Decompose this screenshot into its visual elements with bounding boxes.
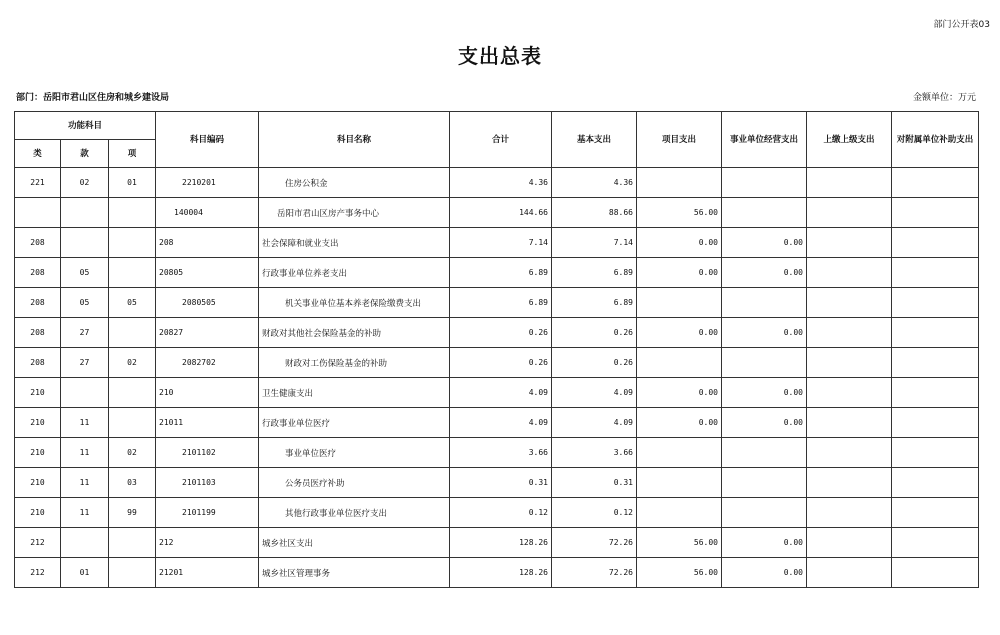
- table-row: [15, 258, 979, 288]
- cell-lei: 208: [15, 228, 61, 258]
- table-row: [15, 558, 979, 588]
- cell-operating: 0.00: [722, 318, 807, 348]
- cell-basic: 6.89: [552, 258, 637, 288]
- cell-code: 21011: [156, 408, 259, 438]
- cell-kuan: 11: [61, 498, 109, 528]
- cell-xiang: [109, 228, 156, 258]
- cell-xiang: [109, 558, 156, 588]
- cell-name: 城乡社区支出: [259, 528, 450, 558]
- cell-project: 0.00: [637, 318, 722, 348]
- cell-name: 岳阳市君山区房产事务中心: [259, 198, 450, 228]
- cell-subsidy: [892, 378, 979, 408]
- cell-code: 2101199: [156, 498, 259, 528]
- expenditure-table: [14, 111, 979, 588]
- cell-operating: [722, 168, 807, 198]
- cell-lei: [15, 198, 61, 228]
- cell-xiang: 99: [109, 498, 156, 528]
- table-body: [15, 168, 979, 588]
- cell-total: 0.26: [450, 318, 552, 348]
- cell-basic: 6.89: [552, 288, 637, 318]
- cell-operating: [722, 348, 807, 378]
- cell-lei: 221: [15, 168, 61, 198]
- header-lei: 类: [15, 140, 61, 168]
- cell-kuan: [61, 198, 109, 228]
- cell-upper: [807, 468, 892, 498]
- cell-operating: [722, 468, 807, 498]
- cell-total: 0.26: [450, 348, 552, 378]
- table-row: [15, 438, 979, 468]
- header-kuan: 款: [61, 140, 109, 168]
- cell-total: 128.26: [450, 528, 552, 558]
- cell-lei: 210: [15, 438, 61, 468]
- cell-kuan: 02: [61, 168, 109, 198]
- cell-xiang: [109, 408, 156, 438]
- cell-total: 128.26: [450, 558, 552, 588]
- cell-subsidy: [892, 228, 979, 258]
- cell-subsidy: [892, 318, 979, 348]
- cell-lei: 210: [15, 378, 61, 408]
- cell-xiang: [109, 318, 156, 348]
- cell-code: 21201: [156, 558, 259, 588]
- cell-lei: 208: [15, 348, 61, 378]
- cell-kuan: 27: [61, 318, 109, 348]
- cell-subsidy: [892, 348, 979, 378]
- cell-project: 56.00: [637, 528, 722, 558]
- cell-xiang: 01: [109, 168, 156, 198]
- table-row: [15, 528, 979, 558]
- cell-name: 社会保障和就业支出: [259, 228, 450, 258]
- cell-basic: 72.26: [552, 558, 637, 588]
- cell-basic: 3.66: [552, 438, 637, 468]
- cell-code: 2210201: [156, 168, 259, 198]
- cell-xiang: 03: [109, 468, 156, 498]
- cell-operating: 0.00: [722, 378, 807, 408]
- cell-xiang: [109, 198, 156, 228]
- cell-upper: [807, 558, 892, 588]
- cell-total: 7.14: [450, 228, 552, 258]
- table-row: [15, 408, 979, 438]
- cell-subsidy: [892, 528, 979, 558]
- header-xiang: 项: [109, 140, 156, 168]
- cell-kuan: [61, 378, 109, 408]
- cell-name: 事业单位医疗: [259, 438, 450, 468]
- cell-upper: [807, 228, 892, 258]
- cell-basic: 4.36: [552, 168, 637, 198]
- cell-code: 140004: [156, 198, 259, 228]
- amount-unit-label: 金额单位：万元: [912, 93, 976, 103]
- table-row: [15, 288, 979, 318]
- cell-basic: 88.66: [552, 198, 637, 228]
- cell-upper: [807, 498, 892, 528]
- cell-upper: [807, 258, 892, 288]
- cell-total: 6.89: [450, 288, 552, 318]
- cell-basic: 0.26: [552, 318, 637, 348]
- cell-xiang: 05: [109, 288, 156, 318]
- table-row: [15, 348, 979, 378]
- cell-project: [637, 468, 722, 498]
- cell-lei: 212: [15, 558, 61, 588]
- cell-upper: [807, 318, 892, 348]
- header-operating: 事业单位经营支出: [722, 112, 807, 168]
- cell-name: 财政对工伤保险基金的补助: [259, 348, 450, 378]
- cell-xiang: [109, 528, 156, 558]
- cell-subsidy: [892, 288, 979, 318]
- cell-lei: 210: [15, 468, 61, 498]
- table-row: [15, 378, 979, 408]
- cell-code: 208: [156, 228, 259, 258]
- cell-code: 2082702: [156, 348, 259, 378]
- cell-upper: [807, 378, 892, 408]
- header-name: 科目名称: [259, 112, 450, 168]
- cell-project: 56.00: [637, 198, 722, 228]
- cell-total: 4.09: [450, 378, 552, 408]
- cell-name: 行政事业单位医疗: [259, 408, 450, 438]
- header-upper: 上缴上级支出: [807, 112, 892, 168]
- table-row: [15, 468, 979, 498]
- cell-basic: 4.09: [552, 408, 637, 438]
- cell-code: 210: [156, 378, 259, 408]
- cell-kuan: [61, 528, 109, 558]
- cell-total: 0.12: [450, 498, 552, 528]
- cell-basic: 0.12: [552, 498, 637, 528]
- cell-basic: 0.31: [552, 468, 637, 498]
- cell-kuan: 05: [61, 258, 109, 288]
- cell-name: 住房公积金: [259, 168, 450, 198]
- cell-upper: [807, 528, 892, 558]
- cell-subsidy: [892, 168, 979, 198]
- cell-project: 0.00: [637, 258, 722, 288]
- cell-lei: 208: [15, 288, 61, 318]
- cell-upper: [807, 288, 892, 318]
- cell-operating: [722, 198, 807, 228]
- cell-total: 4.36: [450, 168, 552, 198]
- table-row: [15, 498, 979, 528]
- cell-upper: [807, 408, 892, 438]
- cell-subsidy: [892, 438, 979, 468]
- cell-project: [637, 168, 722, 198]
- cell-name: 行政事业单位养老支出: [259, 258, 450, 288]
- cell-total: 4.09: [450, 408, 552, 438]
- table-row: [15, 168, 979, 198]
- cell-project: 0.00: [637, 228, 722, 258]
- cell-kuan: 11: [61, 468, 109, 498]
- cell-upper: [807, 168, 892, 198]
- cell-name: 城乡社区管理事务: [259, 558, 450, 588]
- cell-lei: 208: [15, 318, 61, 348]
- cell-project: 0.00: [637, 378, 722, 408]
- form-number: 部门公开表03: [933, 20, 990, 30]
- cell-project: 0.00: [637, 408, 722, 438]
- cell-basic: 4.09: [552, 378, 637, 408]
- cell-subsidy: [892, 468, 979, 498]
- cell-project: 56.00: [637, 558, 722, 588]
- cell-operating: [722, 438, 807, 468]
- cell-project: [637, 438, 722, 468]
- cell-lei: 210: [15, 498, 61, 528]
- cell-operating: 0.00: [722, 558, 807, 588]
- cell-kuan: 01: [61, 558, 109, 588]
- cell-operating: [722, 498, 807, 528]
- cell-lei: 212: [15, 528, 61, 558]
- cell-kuan: 27: [61, 348, 109, 378]
- header-code: 科目编码: [156, 112, 259, 168]
- cell-name: 卫生健康支出: [259, 378, 450, 408]
- cell-project: [637, 288, 722, 318]
- cell-code: 212: [156, 528, 259, 558]
- cell-upper: [807, 198, 892, 228]
- cell-total: 0.31: [450, 468, 552, 498]
- cell-kuan: 11: [61, 408, 109, 438]
- cell-basic: 72.26: [552, 528, 637, 558]
- cell-subsidy: [892, 258, 979, 288]
- header-basic: 基本支出: [552, 112, 637, 168]
- cell-operating: [722, 288, 807, 318]
- cell-operating: 0.00: [722, 258, 807, 288]
- cell-xiang: [109, 378, 156, 408]
- department-label: 部门：岳阳市君山区住房和城乡建设局: [16, 93, 170, 103]
- cell-basic: 7.14: [552, 228, 637, 258]
- cell-project: [637, 348, 722, 378]
- page-title: 支出总表: [458, 44, 542, 68]
- cell-code: 20805: [156, 258, 259, 288]
- cell-subsidy: [892, 558, 979, 588]
- cell-total: 144.66: [450, 198, 552, 228]
- cell-code: 20827: [156, 318, 259, 348]
- cell-xiang: 02: [109, 348, 156, 378]
- cell-code: 2101103: [156, 468, 259, 498]
- cell-code: 2101102: [156, 438, 259, 468]
- table-row: [15, 228, 979, 258]
- cell-lei: 208: [15, 258, 61, 288]
- cell-upper: [807, 438, 892, 468]
- cell-project: [637, 498, 722, 528]
- cell-xiang: 02: [109, 438, 156, 468]
- cell-total: 6.89: [450, 258, 552, 288]
- cell-xiang: [109, 258, 156, 288]
- header-project: 项目支出: [637, 112, 722, 168]
- cell-total: 3.66: [450, 438, 552, 468]
- cell-name: 机关事业单位基本养老保险缴费支出: [259, 288, 450, 318]
- header-subsidy: 对附属单位补助支出: [892, 112, 979, 168]
- cell-operating: 0.00: [722, 228, 807, 258]
- cell-basic: 0.26: [552, 348, 637, 378]
- cell-lei: 210: [15, 408, 61, 438]
- cell-operating: 0.00: [722, 408, 807, 438]
- cell-subsidy: [892, 408, 979, 438]
- header-function-subject: 功能科目: [15, 112, 156, 140]
- table-row: [15, 198, 979, 228]
- cell-kuan: 05: [61, 288, 109, 318]
- cell-operating: 0.00: [722, 528, 807, 558]
- cell-subsidy: [892, 198, 979, 228]
- cell-kuan: 11: [61, 438, 109, 468]
- header-total: 合计: [450, 112, 552, 168]
- cell-name: 财政对其他社会保险基金的补助: [259, 318, 450, 348]
- cell-code: 2080505: [156, 288, 259, 318]
- cell-kuan: [61, 228, 109, 258]
- table-row: [15, 318, 979, 348]
- cell-upper: [807, 348, 892, 378]
- cell-name: 其他行政事业单位医疗支出: [259, 498, 450, 528]
- cell-name: 公务员医疗补助: [259, 468, 450, 498]
- cell-subsidy: [892, 498, 979, 528]
